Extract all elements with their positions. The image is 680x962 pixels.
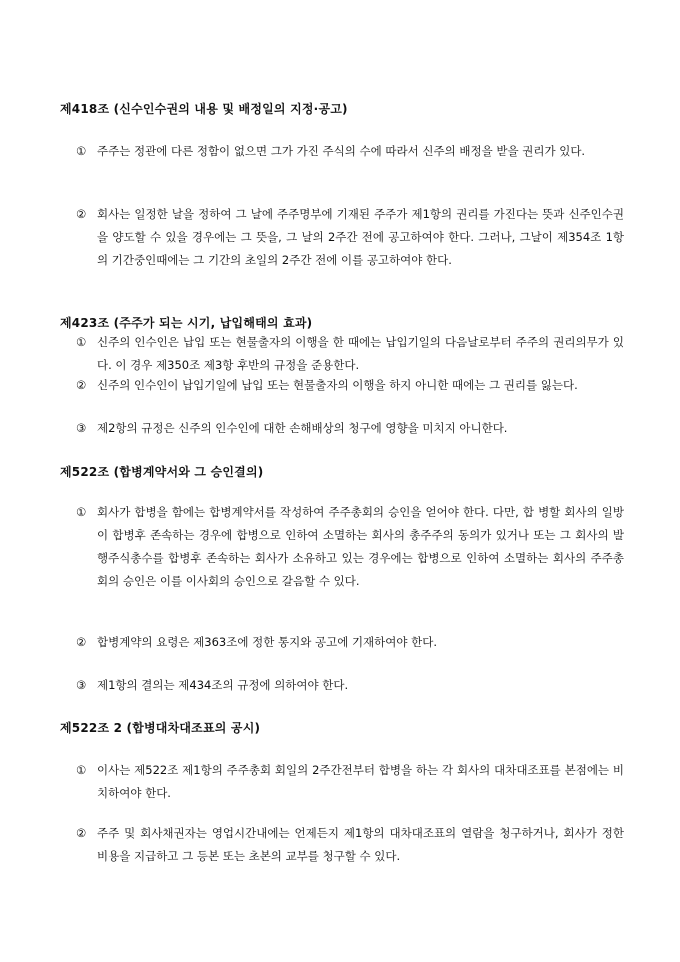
article-522-clause-2 [76,631,624,654]
clause-text: 주주는 정관에 다른 정함이 없으면 그가 가진 주식의 수에 따라서 신주의 배정을 받을 권리가 있다. [97,144,586,158]
clause-number: ② [76,207,87,221]
clause-text: 제1항의 결의는 제434조의 규정에 의하여야 한다. [97,678,349,692]
clause-number: ① [76,335,87,349]
article-522-2-clause-2 [76,822,624,868]
clause-number: ① [76,763,87,777]
clause-number: ② [76,378,87,392]
article-522-2-clause-1 [76,759,624,805]
article-418-clause-1 [76,140,624,163]
clause-text: 회사는 일정한 날을 정하여 그 날에 주주명부에 기재된 주주가 제1항의 권리를 가진다는 뜻과 신주인수권을 양도할 수 있을 경우에는 그 뜻을, 그 날의 2주간 전에 공고하여야 한다. 그러나, 그날이 제354조 1항의 기간중인때에는 그 기간의 초일의 2주간 전에 이를 공고하여야 한다. [97,207,624,267]
clause-number: ① [76,144,87,158]
clause-number: ② [76,826,87,840]
clause-text: 제2항의 규정은 신주의 인수인에 대한 손해배상의 청구에 영향을 미치지 아니한다. [97,421,508,435]
clause-text: 회사가 합병을 함에는 합병계약서를 작성하여 주주총회의 승인을 얻어야 한다. 다만, 합 병할 회사의 일방이 합병후 존속하는 경우에 합병으로 인하여 소멸하는 회사의 총주주의 동의가 있거나 또는 그 회사의 발행주식총수를 합병후 존속하는 회사가 소유하고 있는 경우에는 합병으로 인하여 소멸하는 회사의 주주총회의 승인은 이를 이사회의 승인으로 갈음할 수 있다. [97,505,624,588]
article-423-clause-3 [76,417,624,440]
article-423-clause-1 [76,331,624,377]
article-522-clause-1 [76,501,624,593]
clause-text: 신주의 인수인이 납입기일에 납입 또는 현물출자의 이행을 하지 아니한 때에는 그 권리를 잃는다. [97,378,578,392]
article-522-clause-3 [76,674,624,697]
article-418-heading: 제418조 (신수인수권의 내용 및 배정일의 지정·공고) [60,102,348,116]
clause-number: ③ [76,421,87,435]
clause-text: 신주의 인수인은 납입 또는 현물출자의 이행을 한 때에는 납입기일의 다음날로부터 주주의 권리의무가 있다. 이 경우 제350조 제3항 후반의 규정을 준용한다. [97,335,624,372]
clause-number: ① [76,505,87,519]
clause-text: 합병계약의 요령은 제363조에 정한 통지와 공고에 기재하여야 한다. [97,635,438,649]
article-522-heading: 제522조 (합병계약서와 그 승인결의) [60,465,264,479]
article-522-2-heading: 제522조 2 (합병대차대조표의 공시) [60,721,261,735]
article-423-heading: 제423조 (주주가 되는 시기, 납입해태의 효과) [60,316,313,330]
clause-text: 주주 및 회사채권자는 영업시간내에는 언제든지 제1항의 대차대조표의 열람을 청구하거나, 회사가 정한 비용을 지급하고 그 등본 또는 초본의 교부를 청구할 수 있다. [97,826,624,863]
clause-number: ③ [76,678,87,692]
clause-text: 이사는 제522조 제1항의 주주총회 회일의 2주간전부터 합병을 하는 각 회사의 대차대조표를 본점에는 비치하여야 한다. [97,763,624,800]
clause-number: ② [76,635,87,649]
article-423-clause-2 [76,374,624,397]
article-418-clause-2 [76,203,624,272]
